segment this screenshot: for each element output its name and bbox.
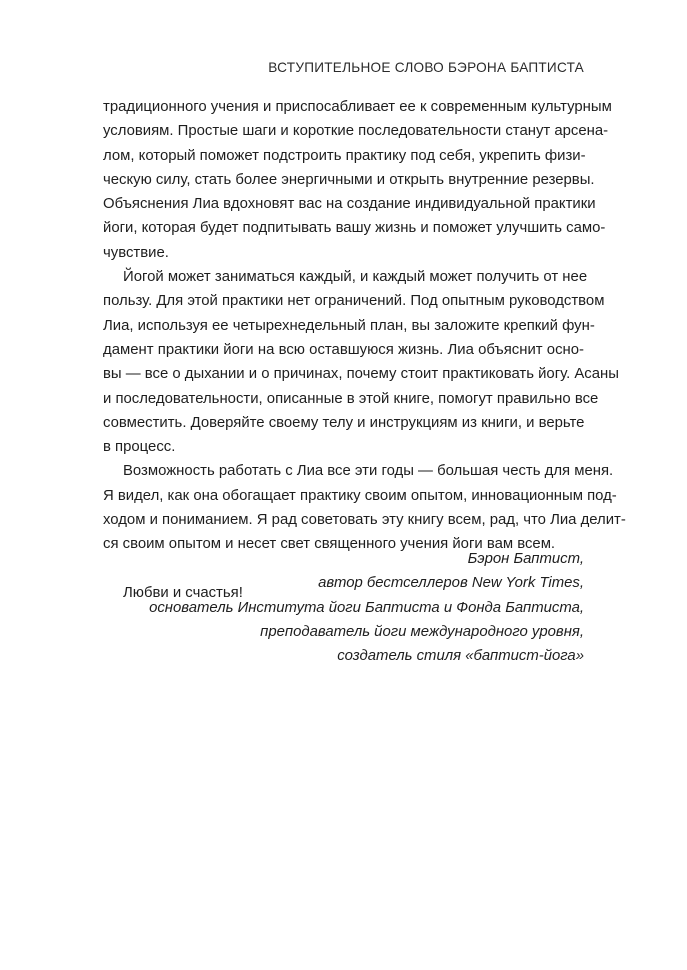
text-line: вы — все о дыхании и о причинах, почему стоит практиковать йогу. Асаны [103, 366, 619, 383]
text-line: Лиа, используя ее четырехнедельный план, вы заложите крепкий фун- [103, 317, 595, 334]
text-line: пользу. Для этой практики нет ограничений. Под опытным руководством [103, 293, 605, 310]
text-line: ся своим опытом и несет свет священного учения йоги вам всем. [103, 536, 556, 553]
running-header: ВСТУПИТЕЛЬНОЕ СЛОВО БЭРОНА БАПТИСТА [268, 60, 584, 75]
text-line: Я видел, как она обогащает практику своим опытом, инновационным под- [103, 487, 617, 504]
text-line: ческую силу, стать более энергичными и открыть внутренние резервы. [103, 171, 595, 188]
paragraph [103, 265, 619, 459]
signature-title: автор бестселлеров New York Times, [318, 575, 584, 592]
paragraph [103, 95, 612, 265]
text-line: и последовательности, описанные в этой книге, помогут правильно все [103, 390, 599, 407]
text-line: в процесс. [103, 439, 176, 456]
signature-title: создатель стиля «баптист-йога» [337, 648, 584, 665]
text-line: традиционного учения и приспосабливает ее к современным культурным [103, 99, 612, 115]
closing-line: Любви и счастья! [123, 584, 243, 601]
text-line: лом, который поможет подстроить практику под себя, укрепить физи- [103, 147, 586, 164]
signature-name: Бэрон Баптист, [467, 551, 584, 567]
signature-title: основатель Института йоги Баптиста и Фонда Баптиста, [149, 599, 584, 616]
body-text [103, 95, 626, 605]
text-line: условиям. Простые шаги и короткие последовательности станут арсена- [103, 123, 609, 140]
text-line: йоги, которая будет подпитывать вашу жизнь и поможет улучшить само- [103, 220, 606, 237]
text-line: Объяснения Лиа вдохновят вас на создание индивидуальной практики [103, 196, 596, 213]
text-line: Йогой может заниматься каждый, и каждый может получить от нее [123, 269, 588, 286]
text-line: чувствие. [103, 244, 169, 261]
signature-title: преподаватель йоги международного уровня, [260, 623, 584, 640]
text-line: ходом и пониманием. Я рад советовать эту книгу всем, рад, что Лиа делит- [103, 512, 626, 529]
signature-block [149, 547, 584, 668]
text-line: совместить. Доверяйте своему телу и инструкциям из книги, и верьте [103, 414, 585, 431]
text-line: Возможность работать с Лиа все эти годы — большая честь для меня. [123, 463, 614, 480]
paragraph [103, 459, 626, 556]
text-line: дамент практики йоги на всю оставшуюся жизнь. Лиа объяснит осно- [103, 341, 584, 358]
